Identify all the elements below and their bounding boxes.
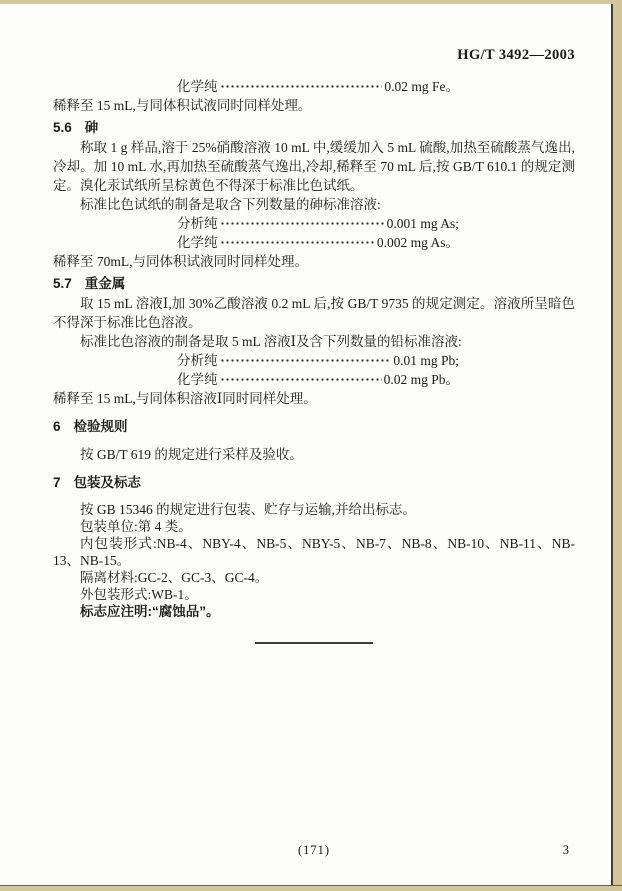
- dot-label: 分析纯: [177, 216, 218, 231]
- dotted-leader-line: [177, 370, 459, 389]
- dot-label: 化学纯: [177, 79, 218, 94]
- scan-edge-top: [0, 0, 622, 4]
- dotted-leader-line: [177, 77, 459, 96]
- dot-leader: [220, 214, 385, 233]
- body-paragraph: 称取 1 g 样品,溶于 25%硝酸溶液 10 mL 中,缓缓加入 5 mL 硫酸,加热至硫酸蒸气逸出,冷却。加 10 mL 水,再加热至硫酸蒸气逸出,冷却,稀释至 70 mL 后,按 GB/T 610.1 的规定测定。溴化汞试纸所呈棕黄色不得深于标准比色试纸。: [53, 140, 575, 193]
- document-page: [53, 47, 575, 644]
- standard-number-header: HG/T 3492—2003: [457, 47, 575, 63]
- dot-leader: [220, 351, 392, 370]
- section-title: 包装及标志: [73, 475, 142, 490]
- dotted-leader-line: [177, 351, 459, 370]
- body-paragraph: 外包装形式:WB-1。: [80, 587, 198, 602]
- dot-value: 0.01 mg Pb;: [393, 353, 459, 368]
- section-heading-5-6: [53, 118, 575, 137]
- dot-label: 化学纯: [177, 372, 218, 387]
- scan-edge-bottom: [0, 885, 622, 891]
- dot-label: 分析纯: [177, 353, 218, 368]
- body-paragraph: 隔离材料:GC-2、GC-3、GC-4。: [80, 570, 269, 585]
- dot-leader: [220, 370, 382, 389]
- section-title: 重金属: [84, 276, 126, 291]
- footer-page-ref: (171): [297, 843, 331, 857]
- end-separator-line: [255, 642, 373, 644]
- dot-value: 0.001 mg As;: [386, 216, 459, 231]
- dot-value: 0.002 mg As。: [376, 235, 459, 250]
- body-line: 稀释至 15 mL,与同体积溶液Ⅰ同时同样处理。: [53, 391, 317, 406]
- section-number: 7: [53, 475, 61, 490]
- dot-leader: [220, 233, 375, 252]
- section-number: 5.7: [53, 276, 72, 291]
- section-title: 砷: [84, 120, 99, 135]
- body-line: 稀释至 15 mL,与同体积试液同时同样处理。: [53, 98, 312, 113]
- page-footer: [53, 843, 575, 858]
- marking-note-line: 标志应注明:“腐蚀品”。: [80, 604, 220, 619]
- body-paragraph: 取 15 mL 溶液Ⅰ,加 30%乙酸溶液 0.2 mL 后,按 GB/T 9735 的规定测定。溶液所呈暗色不得深于标准比色溶液。: [53, 296, 575, 330]
- footer-page-number: 3: [562, 843, 569, 857]
- body-paragraph: 按 GB/T 619 的规定进行采样及验收。: [80, 447, 303, 462]
- scan-edge-right: [611, 0, 622, 891]
- dot-value: 0.02 mg Fe。: [384, 79, 459, 94]
- body-paragraph: 标准比色溶液的制备是取 5 mL 溶液Ⅰ及含下列数量的铅标准溶液:: [80, 334, 462, 349]
- body-paragraph: 按 GB 15346 的规定进行包装、贮存与运输,并给出标志。: [80, 502, 417, 517]
- body-paragraph: 包装单位:第 4 类。: [80, 519, 192, 534]
- section-title: 检验规则: [73, 419, 128, 434]
- dotted-leader-line: [177, 233, 459, 252]
- dotted-leader-line: [177, 214, 459, 233]
- body-line: 稀释至 70mL,与同体积试液同时同样处理。: [53, 254, 308, 269]
- section-heading-7: [53, 473, 575, 492]
- section-number: 6: [53, 419, 61, 434]
- dot-leader: [220, 77, 383, 96]
- section-heading-5-7: [53, 274, 575, 293]
- dot-value: 0.02 mg Pb。: [383, 372, 459, 387]
- dot-label: 化学纯: [177, 235, 218, 250]
- body-paragraph: 标准比色试纸的制备是取含下列数量的砷标准溶液:: [80, 197, 381, 212]
- section-number: 5.6: [53, 120, 72, 135]
- body-paragraph: 内包装形式:NB-4、NBY-4、NB-5、NBY-5、NB-7、NB-8、NB-10、NB-11、NB-13、NB-15。: [53, 536, 575, 568]
- section-heading-6: [53, 417, 575, 436]
